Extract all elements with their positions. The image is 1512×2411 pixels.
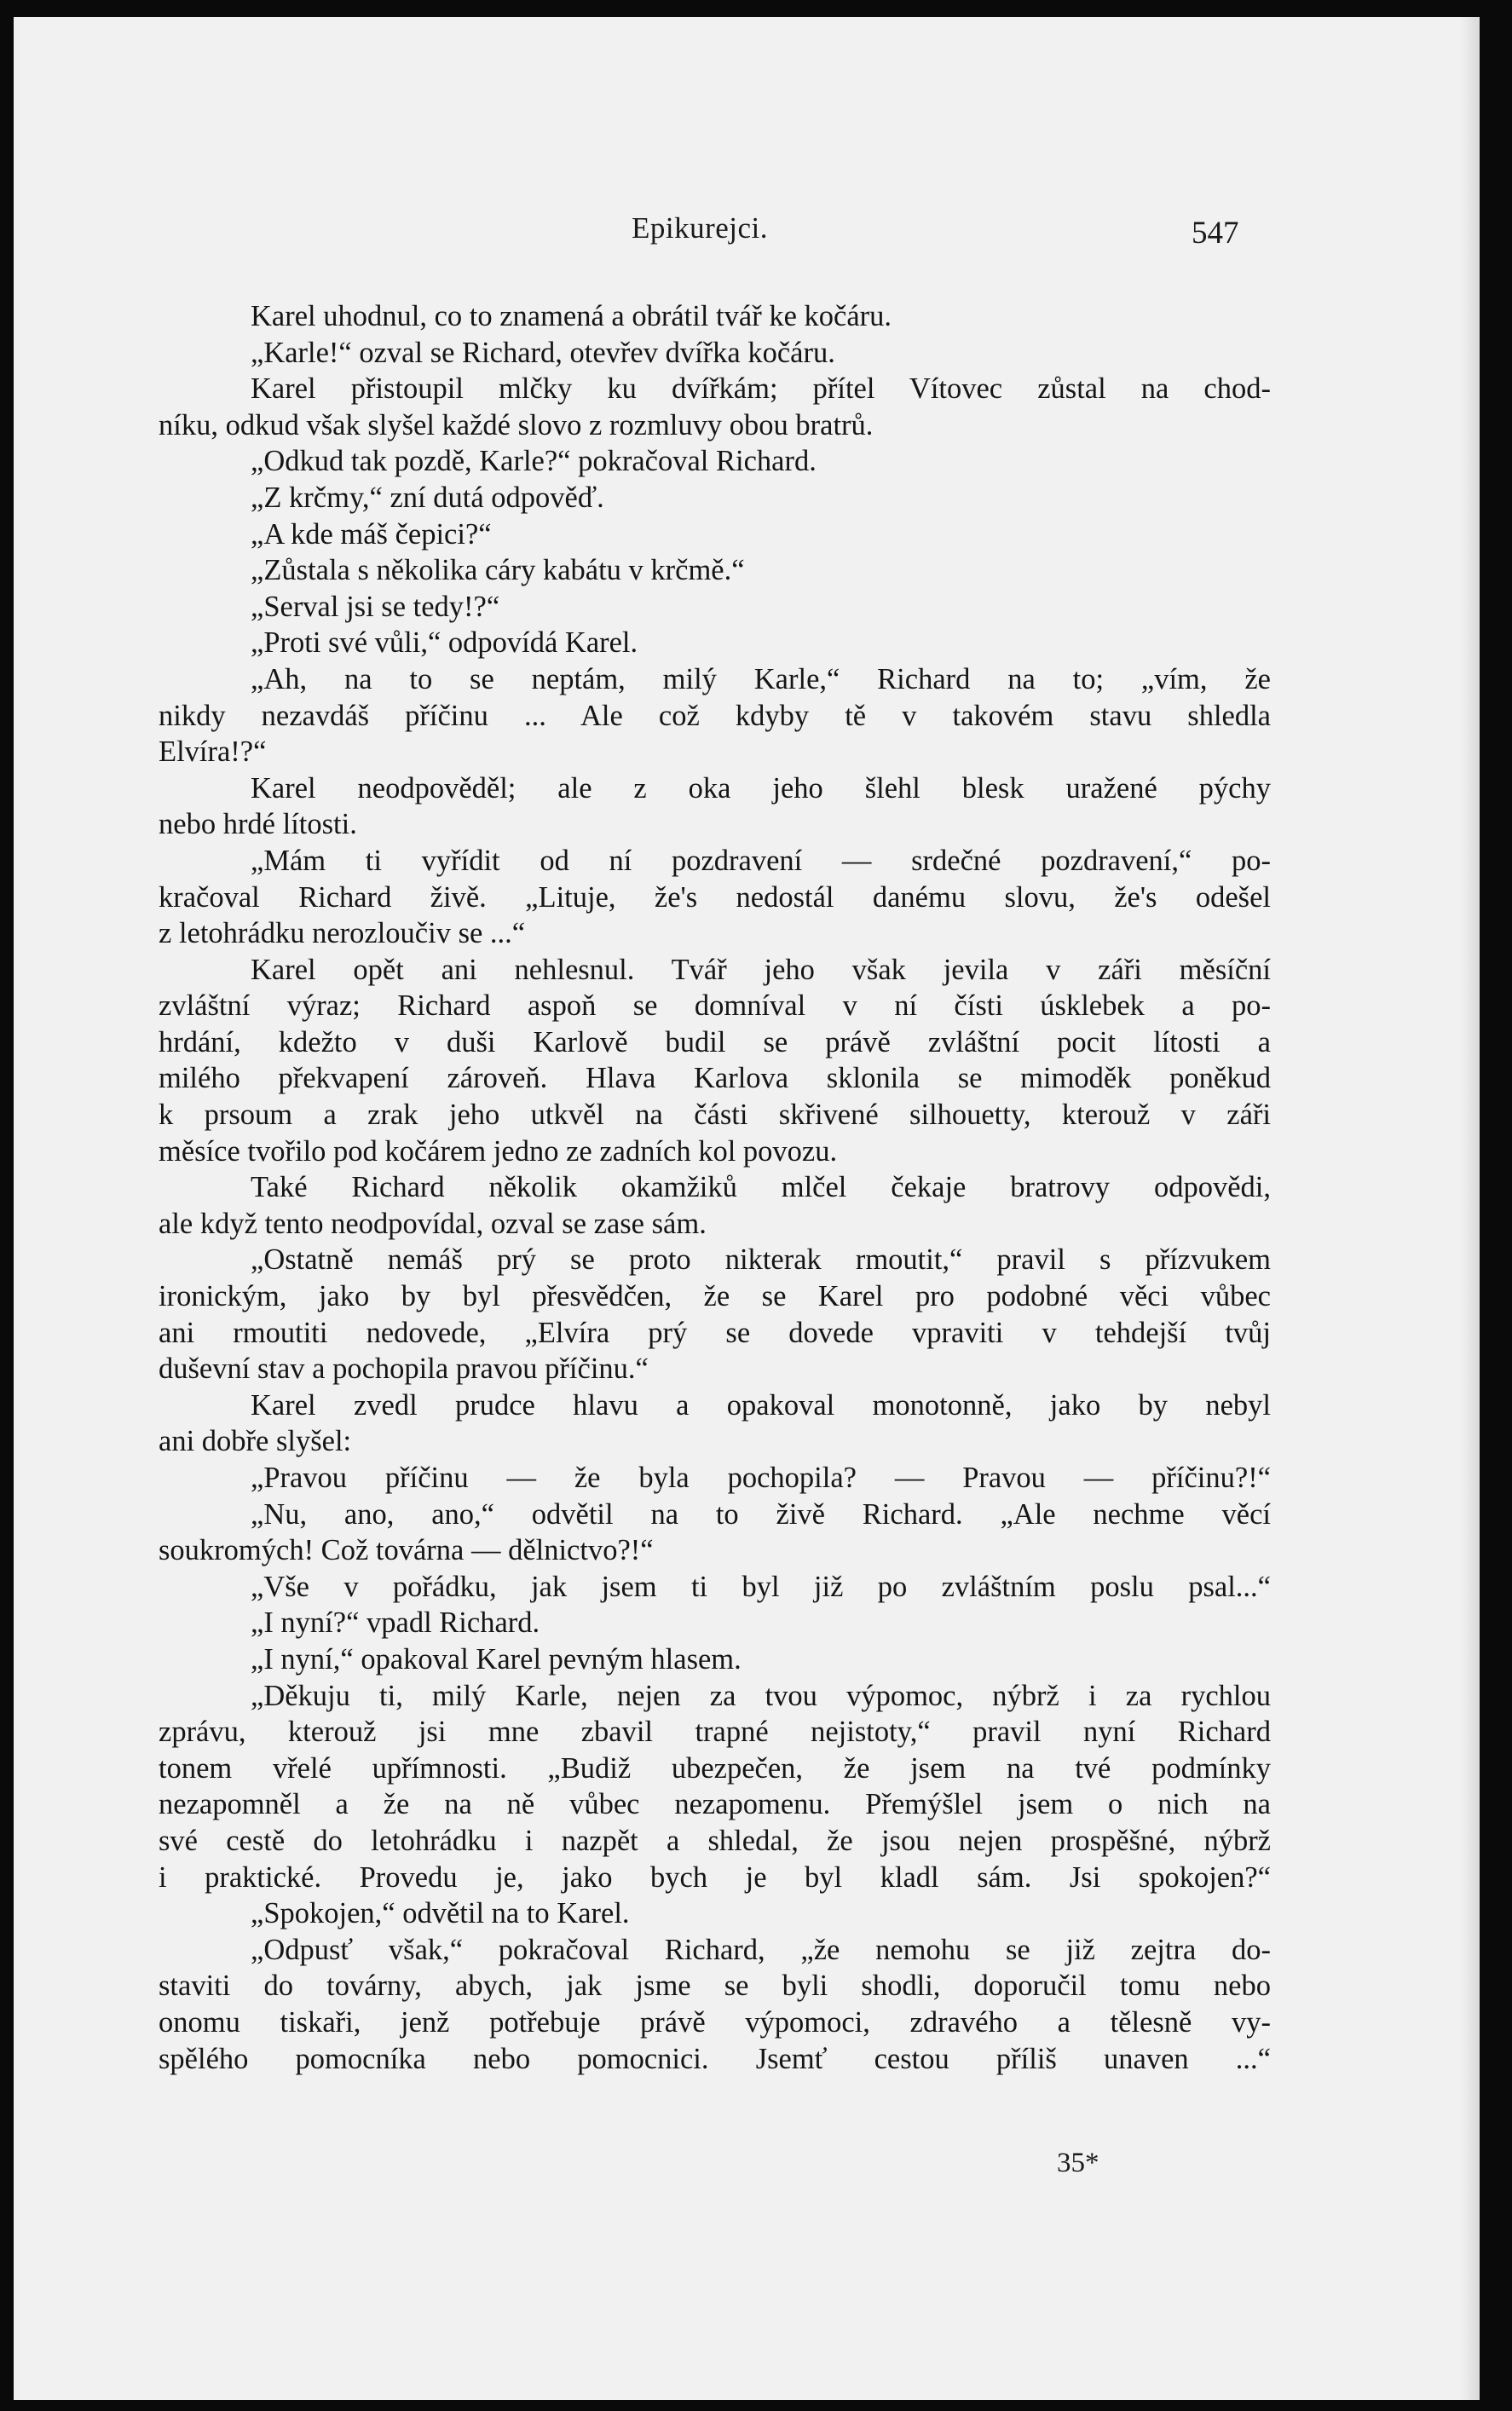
book-page — [14, 17, 1480, 2400]
text-line: „Vše v pořádku, jak jsem ti byl již po zvláštním poslu psal...“ — [251, 1570, 1271, 1603]
text-line: zprávu, kterouž jsi mne zbavil trapné nejistoty,“ pravil nyní Richard — [159, 1716, 1271, 1749]
text-line: ale když tento neodpovídal, ozval se zase sám. — [159, 1207, 707, 1240]
text-line: Karel neodpověděl; ale z oka jeho šlehl blesk uražené pýchy — [251, 771, 1271, 805]
text-line: „Serval jsi se tedy!?“ — [251, 590, 500, 623]
text-line: „Karle!“ ozval se Richard, otevřev dvířka kočáru. — [251, 336, 835, 369]
text-line: spělého pomocníka nebo pomocnici. Jsemť cestou příliš unaven ...“ — [159, 2042, 1271, 2075]
text-line: „Spokojen,“ odvětil na to Karel. — [251, 1897, 630, 1930]
text-line: onomu tiskaři, jenž potřebuje právě výpomoci, zdravého a tělesně vy- — [159, 2005, 1271, 2039]
text-line: ani dobře slyšel: — [159, 1425, 352, 1458]
text-line: „A kde máš čepici?“ — [251, 517, 492, 551]
text-line: hrdání, kdežto v duši Karlově budil se právě zvláštní pocit lítosti a — [159, 1025, 1271, 1058]
text-line: i praktické. Provedu je, jako bych je byl kladl sám. Jsi spokojen?“ — [159, 1860, 1271, 1894]
text-line: měsíce tvořilo pod kočárem jedno ze zadních kol povozu. — [159, 1134, 838, 1168]
text-line: zvláštní výraz; Richard aspoň se domníval v ní čísti úsklebek a po- — [159, 989, 1271, 1023]
text-line: staviti do továrny, abych, jak jsme se byli shodli, doporučil tomu nebo — [159, 1970, 1271, 2003]
text-line: Karel přistoupil mlčky ku dvířkám; přítel Vítovec zůstal na chod- — [251, 372, 1271, 406]
text-line: Karel uhodnul, co to znamená a obrátil tvář ke kočáru. — [251, 300, 892, 332]
text-line: k prsoum a zrak jeho utkvěl na části skřivené silhouetty, kterouž v záři — [159, 1099, 1271, 1132]
text-line: Karel opět ani nehlesnul. Tvář jeho však jevila v záři měsíční — [251, 953, 1271, 986]
page-edge-shadow — [1461, 17, 1480, 2400]
text-line: „Ah, na to se neptám, milý Karle,“ Richard na to; „vím, že — [251, 662, 1271, 695]
text-line: „I nyní?“ vpadl Richard. — [251, 1606, 540, 1640]
text-line: „Odkud tak pozdě, Karle?“ pokračoval Richard. — [251, 445, 817, 478]
text-line: „Odpusť však,“ pokračoval Richard, „že nemohu se již zejtra do- — [251, 1933, 1271, 1966]
text-line: své cestě do letohrádku i nazpět a shledal, že jsou nejen prospěšné, nýbrž — [159, 1824, 1271, 1857]
text-line: níku, odkud však slyšel každé slovo z rozmluvy obou bratrů. — [159, 408, 874, 441]
body-text — [159, 298, 1271, 2077]
text-line: duševní stav a pochopila pravou příčinu.“ — [159, 1353, 649, 1386]
text-line: „Děkuju ti, milý Karle, nejen za tvou výpomoc, nýbrž i za rychlou — [251, 1679, 1271, 1712]
text-line: „Pravou příčinu — že byla pochopila? — Pravou — příčinu?!“ — [251, 1462, 1271, 1494]
text-line: soukromých! Což továrna — dělnictvo?!“ — [159, 1534, 654, 1567]
text-line: „Zůstala s několika cáry kabátu v krčmě.“ — [251, 554, 745, 587]
text-line: Karel zvedl prudce hlavu a opakoval monotonně, jako by nebyl — [251, 1388, 1271, 1422]
text-line: nezapomněl a že na ně vůbec nezapomenu. Přemýšlel jsem o nich na — [159, 1788, 1271, 1821]
text-line: „Proti své vůli,“ odpovídá Karel. — [251, 626, 638, 660]
text-line: z letohrádku nerozloučiv se ...“ — [159, 917, 526, 950]
text-line: milého překvapení zároveň. Hlava Karlova sklonila se mimoděk poněkud — [159, 1062, 1271, 1095]
text-line: Elvíra!?“ — [159, 735, 267, 769]
text-line: „Z krčmy,“ zní dutá odpověď. — [251, 481, 604, 514]
running-header — [14, 211, 1480, 254]
running-title: Epikurejci. — [632, 211, 769, 245]
text-line: „I nyní,“ opakoval Karel pevným hlasem. — [251, 1642, 742, 1676]
text-line: ironickým, jako by byl přesvědčen, že se Karel pro podobné věci vůbec — [159, 1280, 1271, 1313]
text-line: nikdy nezavdáš příčinu ... Ale což kdyby tě v takovém stavu shledla — [159, 699, 1271, 732]
text-line: nebo hrdé lítosti. — [159, 808, 357, 841]
page-number: 547 — [1192, 216, 1239, 251]
text-line: kračoval Richard živě. „Lituje, že's nedostál danému slovu, že's odešel — [159, 880, 1271, 914]
text-line: ani rmoutiti nedovede, „Elvíra prý se dovede vpraviti v tehdejší tvůj — [159, 1316, 1271, 1349]
text-line: „Ostatně nemáš prý se proto nikterak rmoutit,“ pravil s přízvukem — [251, 1243, 1271, 1277]
signature-mark: 35* — [1057, 2148, 1099, 2178]
text-line: „Mám ti vyřídit od ní pozdravení — srdečné pozdravení,“ po- — [251, 844, 1271, 877]
text-line: „Nu, ano, ano,“ odvětil na to živě Richard. „Ale nechme věcí — [251, 1497, 1271, 1531]
text-line: Také Richard několik okamžiků mlčel čekaje bratrovy odpovědi, — [251, 1171, 1271, 1204]
text-line: tonem vřelé upřímnosti. „Budiž ubezpečen, že jsem na tvé podmínky — [159, 1751, 1271, 1785]
